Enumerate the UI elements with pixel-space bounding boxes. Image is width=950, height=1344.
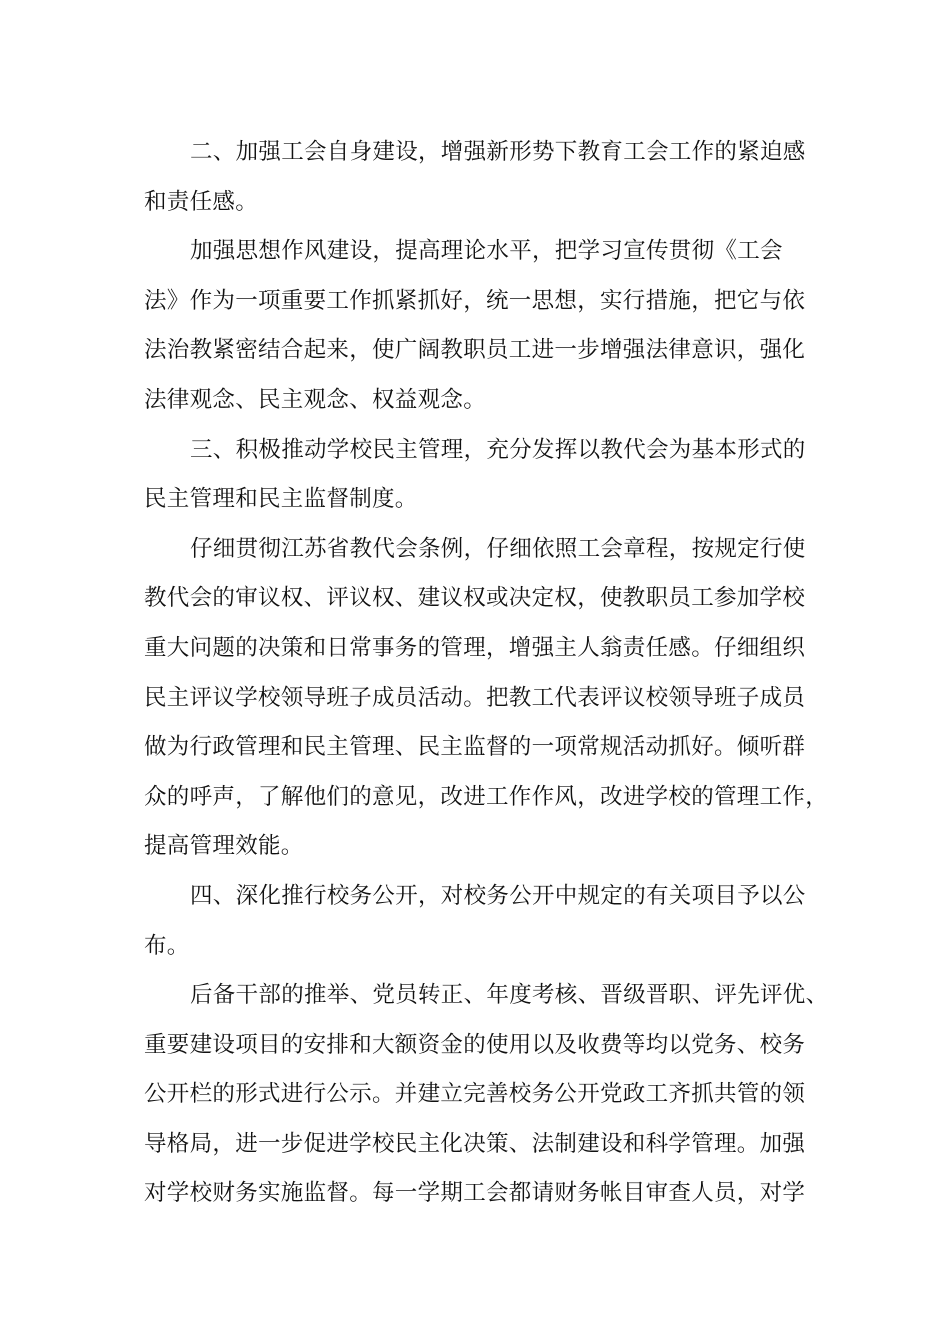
text-line: 和责任感。 [144, 188, 259, 215]
text-line: 布。 [144, 932, 190, 959]
text-line: 民主管理和民主监督制度。 [144, 486, 418, 513]
text-line: 二、加强工会自身建设，增强新形势下教育工会工作的紧迫感 [190, 139, 806, 165]
text-line: 法治教紧密结合起来，使广阔教职员工进一步增强法律意识，强化 [144, 337, 806, 364]
text-line: 三、积极推动学校民主管理，充分发挥以教代会为基本形式的 [190, 436, 806, 463]
text-line: 加强思想作风建设，提高理论水平，把学习宣传贯彻《工会 [190, 238, 783, 265]
text-line: 后备干部的推举、党员转正、年度考核、晋级晋职、评先评优、 [190, 982, 829, 1009]
text-line: 教代会的审议权、评议权、建议权或决定权，使教职员工参加学校 [144, 585, 806, 612]
text-line: 提高管理效能。 [144, 833, 304, 860]
text-line: 做为行政管理和民主管理、民主监督的一项常规活动抓好。倾听群 [144, 734, 806, 761]
text-line: 民主评议学校领导班子成员活动。把教工代表评议校领导班子成员 [144, 684, 806, 711]
text-line: 仔细贯彻江苏省教代会条例，仔细依照工会章程，按规定行使 [190, 535, 806, 562]
text-line: 众的呼声，了解他们的意见，改进工作作风，改进学校的管理工作， [144, 783, 829, 810]
text-line: 重要建设项目的安排和大额资金的使用以及收费等均以党务、校务 [144, 1031, 806, 1058]
text-line: 对学校财务实施监督。每一学期工会都请财务帐目审查人员，对学 [144, 1180, 806, 1207]
text-line: 法律观念、民主观念、权益观念。 [144, 386, 487, 413]
text-line: 重大问题的决策和日常事务的管理，增强主人翁责任感。仔细组织 [144, 634, 806, 661]
text-line: 四、深化推行校务公开，对校务公开中规定的有关项目予以公 [190, 882, 806, 909]
text-line: 公开栏的形式进行公示。并建立完善校务公开党政工齐抓共管的领 [144, 1081, 806, 1108]
text-line: 法》作为一项重要工作抓紧抓好，统一思想，实行措施，把它与依 [144, 287, 806, 314]
text-line: 导格局，进一步促进学校民主化决策、法制建设和科学管理。加强 [144, 1130, 806, 1157]
document-body [144, 128, 844, 1219]
